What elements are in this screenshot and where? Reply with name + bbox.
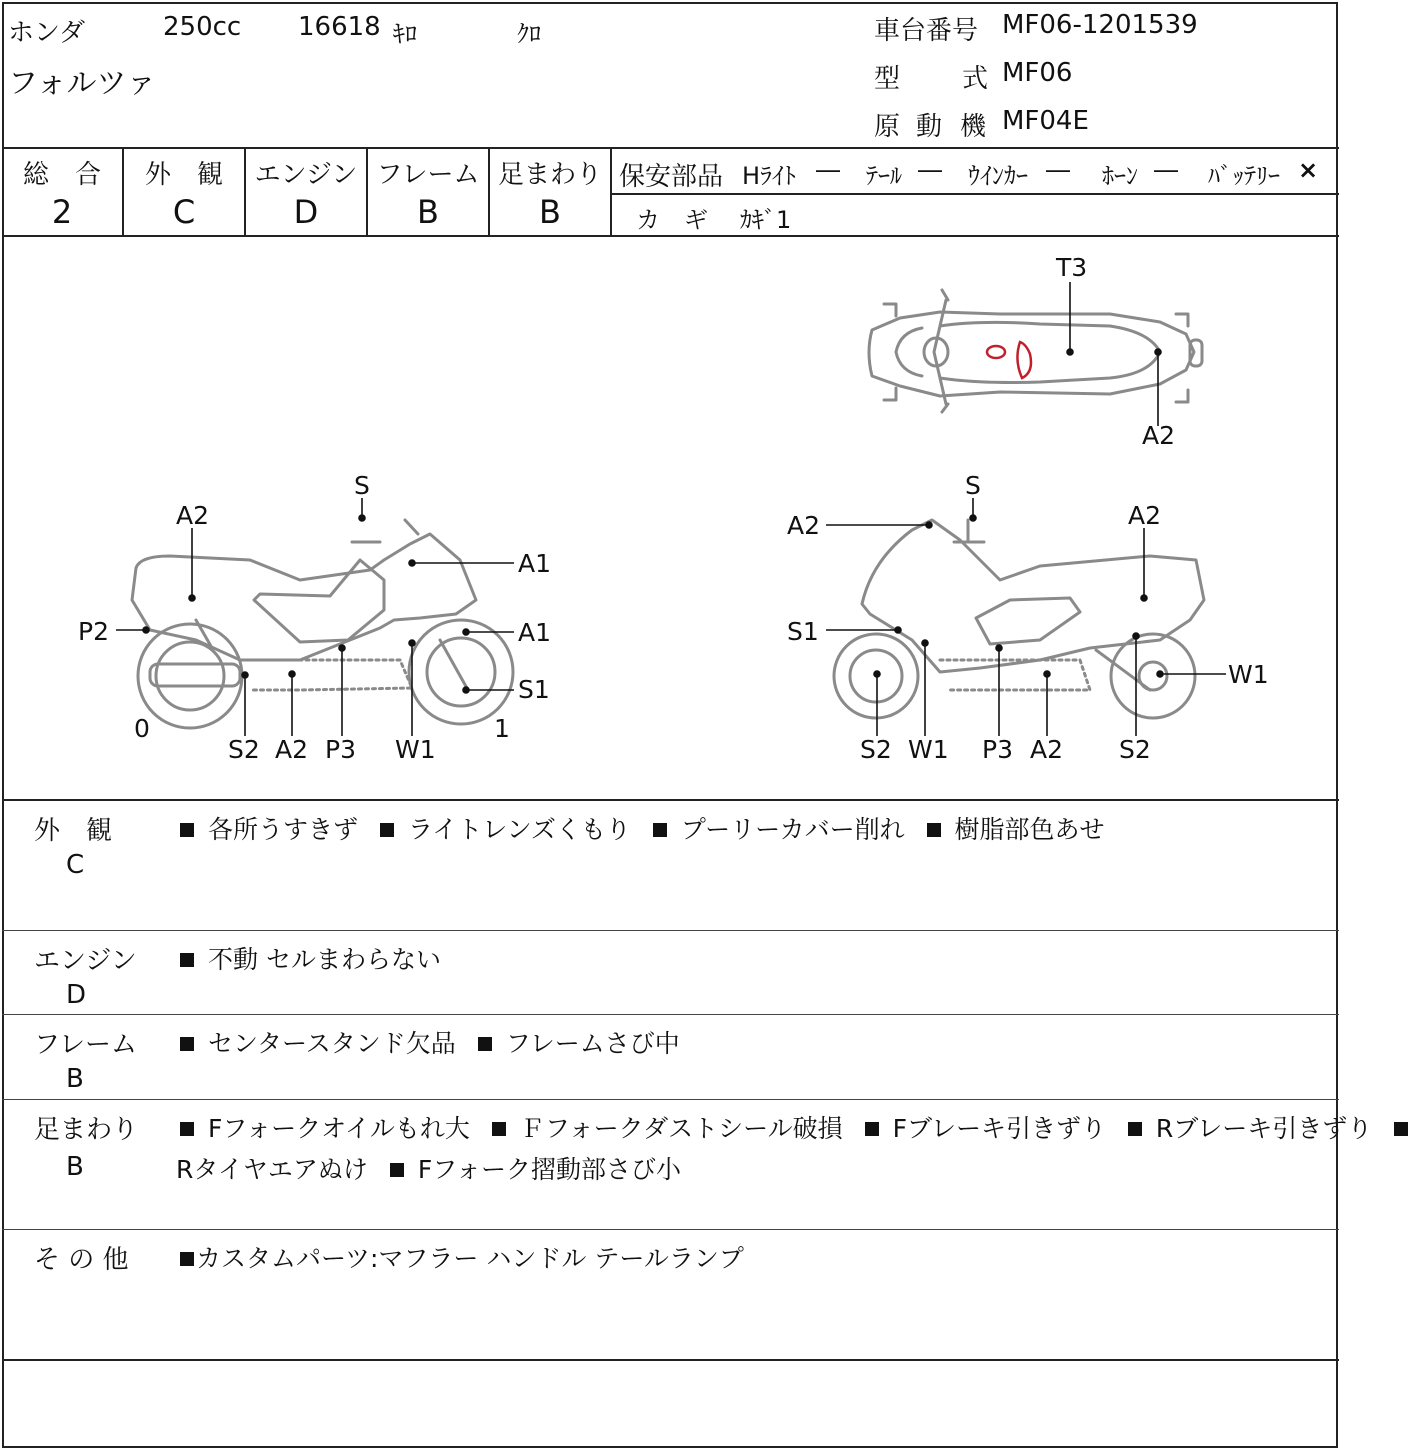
headlight-value: ― bbox=[816, 156, 840, 184]
item: Fフォークオイルもれ大 bbox=[208, 1114, 470, 1143]
left-label-1: 1 bbox=[494, 714, 510, 743]
section-suspension-items-line2 bbox=[176, 1150, 681, 1186]
item: ライトレンズくもり bbox=[407, 815, 631, 844]
bullet-square bbox=[180, 1252, 194, 1266]
winker-value: ― bbox=[1046, 156, 1070, 184]
section-suspension-items-line1 bbox=[180, 1109, 1422, 1145]
left-label-a2: A2 bbox=[176, 501, 210, 530]
engine-value: MF04E bbox=[1002, 106, 1089, 136]
bullet-square bbox=[927, 823, 941, 837]
divider bbox=[2, 1359, 1339, 1361]
top-label-a2: A2 bbox=[1142, 421, 1176, 450]
section-frame-grade: B bbox=[66, 1064, 84, 1094]
section-exterior-grade: C bbox=[66, 850, 85, 880]
type-label-2: 式 bbox=[962, 64, 989, 94]
maker: ホンダ bbox=[8, 18, 85, 48]
left-label-0: 0 bbox=[134, 714, 150, 743]
divider bbox=[366, 148, 368, 236]
divider bbox=[2, 1014, 1339, 1015]
item: 樹脂部色あせ bbox=[954, 815, 1105, 844]
bullet-square bbox=[180, 823, 194, 837]
type-value: MF06 bbox=[1002, 58, 1073, 88]
left-label-a1-upper: A1 bbox=[518, 549, 552, 578]
right-label-a2-bottom: A2 bbox=[1030, 735, 1064, 764]
divider bbox=[244, 148, 246, 236]
tail-value: ― bbox=[918, 156, 942, 184]
bullet-square bbox=[180, 953, 194, 967]
bullet-square bbox=[180, 1037, 194, 1051]
bullet-square bbox=[653, 823, 667, 837]
left-label-s: S bbox=[354, 471, 370, 500]
left-side-view-outline bbox=[132, 520, 513, 728]
item: Ｆフォークダストシール破損 bbox=[519, 1114, 843, 1143]
engine-label-1: 原 bbox=[874, 112, 901, 142]
divider bbox=[611, 193, 1339, 195]
mileage: 16618 bbox=[298, 12, 381, 42]
divider bbox=[2, 799, 1339, 801]
bullet-square bbox=[1394, 1122, 1408, 1136]
left-label-p3: P3 bbox=[325, 735, 356, 764]
divider bbox=[122, 148, 124, 236]
horn-value: ― bbox=[1154, 156, 1178, 184]
right-label-s2-rear: S2 bbox=[1119, 735, 1151, 764]
section-engine-grade: D bbox=[66, 980, 87, 1010]
bullet-square bbox=[1128, 1122, 1142, 1136]
grade-engine-label: エンジン bbox=[254, 160, 358, 190]
model-name: フォルツァ bbox=[8, 66, 157, 101]
key-value: ｶｷﾞ1 bbox=[740, 206, 792, 234]
mileage-unit-2: ｸﾛ bbox=[517, 20, 541, 48]
safety-label: 保安部品 bbox=[619, 162, 724, 192]
grade-frame-value: B bbox=[417, 193, 439, 231]
grade-exterior-label: 外 観 bbox=[144, 160, 223, 190]
section-suspension-grade: B bbox=[66, 1152, 84, 1182]
grade-overall-label: 総 合 bbox=[22, 160, 101, 190]
divider bbox=[610, 148, 612, 236]
left-label-a2-bottom: A2 bbox=[275, 735, 309, 764]
bullet-square bbox=[380, 823, 394, 837]
leader-lines bbox=[116, 282, 1226, 736]
horn-label: ﾎｰﾝ bbox=[1102, 162, 1138, 190]
item: Rタイヤエアぬけ bbox=[176, 1155, 368, 1184]
right-label-s2-front: S2 bbox=[860, 735, 892, 764]
section-engine-items bbox=[180, 940, 441, 976]
grade-frame-label: フレーム bbox=[376, 160, 480, 190]
item: Fブレーキ引きずり bbox=[892, 1114, 1106, 1143]
top-label-t3: T3 bbox=[1056, 253, 1088, 282]
section-exterior-label: 外 観 bbox=[34, 816, 113, 846]
bullet-square bbox=[180, 1122, 194, 1136]
item: センタースタンド欠品 bbox=[208, 1029, 456, 1058]
grade-suspension-value: B bbox=[539, 193, 561, 231]
item: Fフォーク摺動部さび小 bbox=[417, 1155, 681, 1184]
left-label-s2: S2 bbox=[228, 735, 260, 764]
section-frame-items bbox=[180, 1024, 680, 1060]
damage-diagram bbox=[0, 237, 1341, 800]
engine-label-3: 機 bbox=[960, 112, 987, 142]
right-side-view-outline bbox=[834, 520, 1204, 718]
left-label-s1: S1 bbox=[518, 675, 550, 704]
divider bbox=[2, 147, 1339, 149]
top-view-outline bbox=[869, 290, 1202, 412]
item: プーリーカバー削れ bbox=[680, 815, 905, 844]
section-suspension-label: 足まわり bbox=[34, 1115, 139, 1145]
engine-label-2: 動 bbox=[916, 112, 943, 142]
headlight-label: Hﾗｲﾄ bbox=[742, 162, 797, 190]
battery-label: ﾊﾞｯﾃﾘｰ bbox=[1208, 162, 1280, 190]
winker-label: ｳｲﾝｶｰ bbox=[968, 162, 1028, 190]
grade-suspension-label: 足まわり bbox=[497, 160, 602, 190]
damage-marks bbox=[987, 342, 1031, 378]
section-other-label: そ の 他 bbox=[34, 1245, 129, 1275]
item: フレームさび中 bbox=[505, 1029, 680, 1058]
right-label-a2-left: A2 bbox=[787, 511, 821, 540]
right-label-a2-right: A2 bbox=[1128, 501, 1162, 530]
tail-label: ﾃｰﾙ bbox=[866, 162, 902, 190]
displacement: 250cc bbox=[163, 12, 242, 42]
item: 各所うすきず bbox=[208, 815, 359, 844]
divider bbox=[2, 1099, 1339, 1100]
divider bbox=[488, 148, 490, 236]
grade-exterior-value: C bbox=[172, 193, 196, 231]
right-label-w1-rear: W1 bbox=[1228, 660, 1269, 689]
divider bbox=[2, 1229, 1339, 1230]
battery-value: × bbox=[1298, 156, 1319, 184]
item: カスタムパーツ:マフラー ハンドル テールランプ bbox=[196, 1244, 744, 1273]
item: Rブレーキ引きずり bbox=[1155, 1114, 1373, 1143]
left-label-p2: P2 bbox=[78, 617, 109, 646]
frame-no: MF06-1201539 bbox=[1002, 10, 1198, 40]
left-label-a1-lower: A1 bbox=[518, 618, 552, 647]
bullet-square bbox=[390, 1163, 404, 1177]
key-label: カ ギ bbox=[636, 206, 708, 234]
grade-overall-value: 2 bbox=[51, 193, 73, 231]
section-engine-label: エンジン bbox=[34, 946, 137, 976]
right-label-s: S bbox=[965, 471, 981, 500]
left-label-w1: W1 bbox=[395, 735, 436, 764]
section-other-items bbox=[180, 1239, 744, 1275]
item: 不動 セルまわらない bbox=[208, 945, 441, 974]
grade-engine-value: D bbox=[293, 193, 319, 231]
divider bbox=[2, 930, 1339, 931]
right-label-p3: P3 bbox=[982, 735, 1013, 764]
mileage-unit: ｷﾛ bbox=[393, 20, 417, 48]
right-label-w1: W1 bbox=[908, 735, 949, 764]
bullet-square bbox=[865, 1122, 879, 1136]
frame-no-label: 車台番号 bbox=[874, 16, 979, 46]
bullet-square bbox=[492, 1122, 506, 1136]
section-frame-label: フレーム bbox=[34, 1030, 137, 1060]
type-label-1: 型 bbox=[874, 64, 901, 94]
section-exterior-items bbox=[180, 810, 1105, 846]
right-label-s1: S1 bbox=[787, 617, 819, 646]
bullet-square bbox=[478, 1037, 492, 1051]
